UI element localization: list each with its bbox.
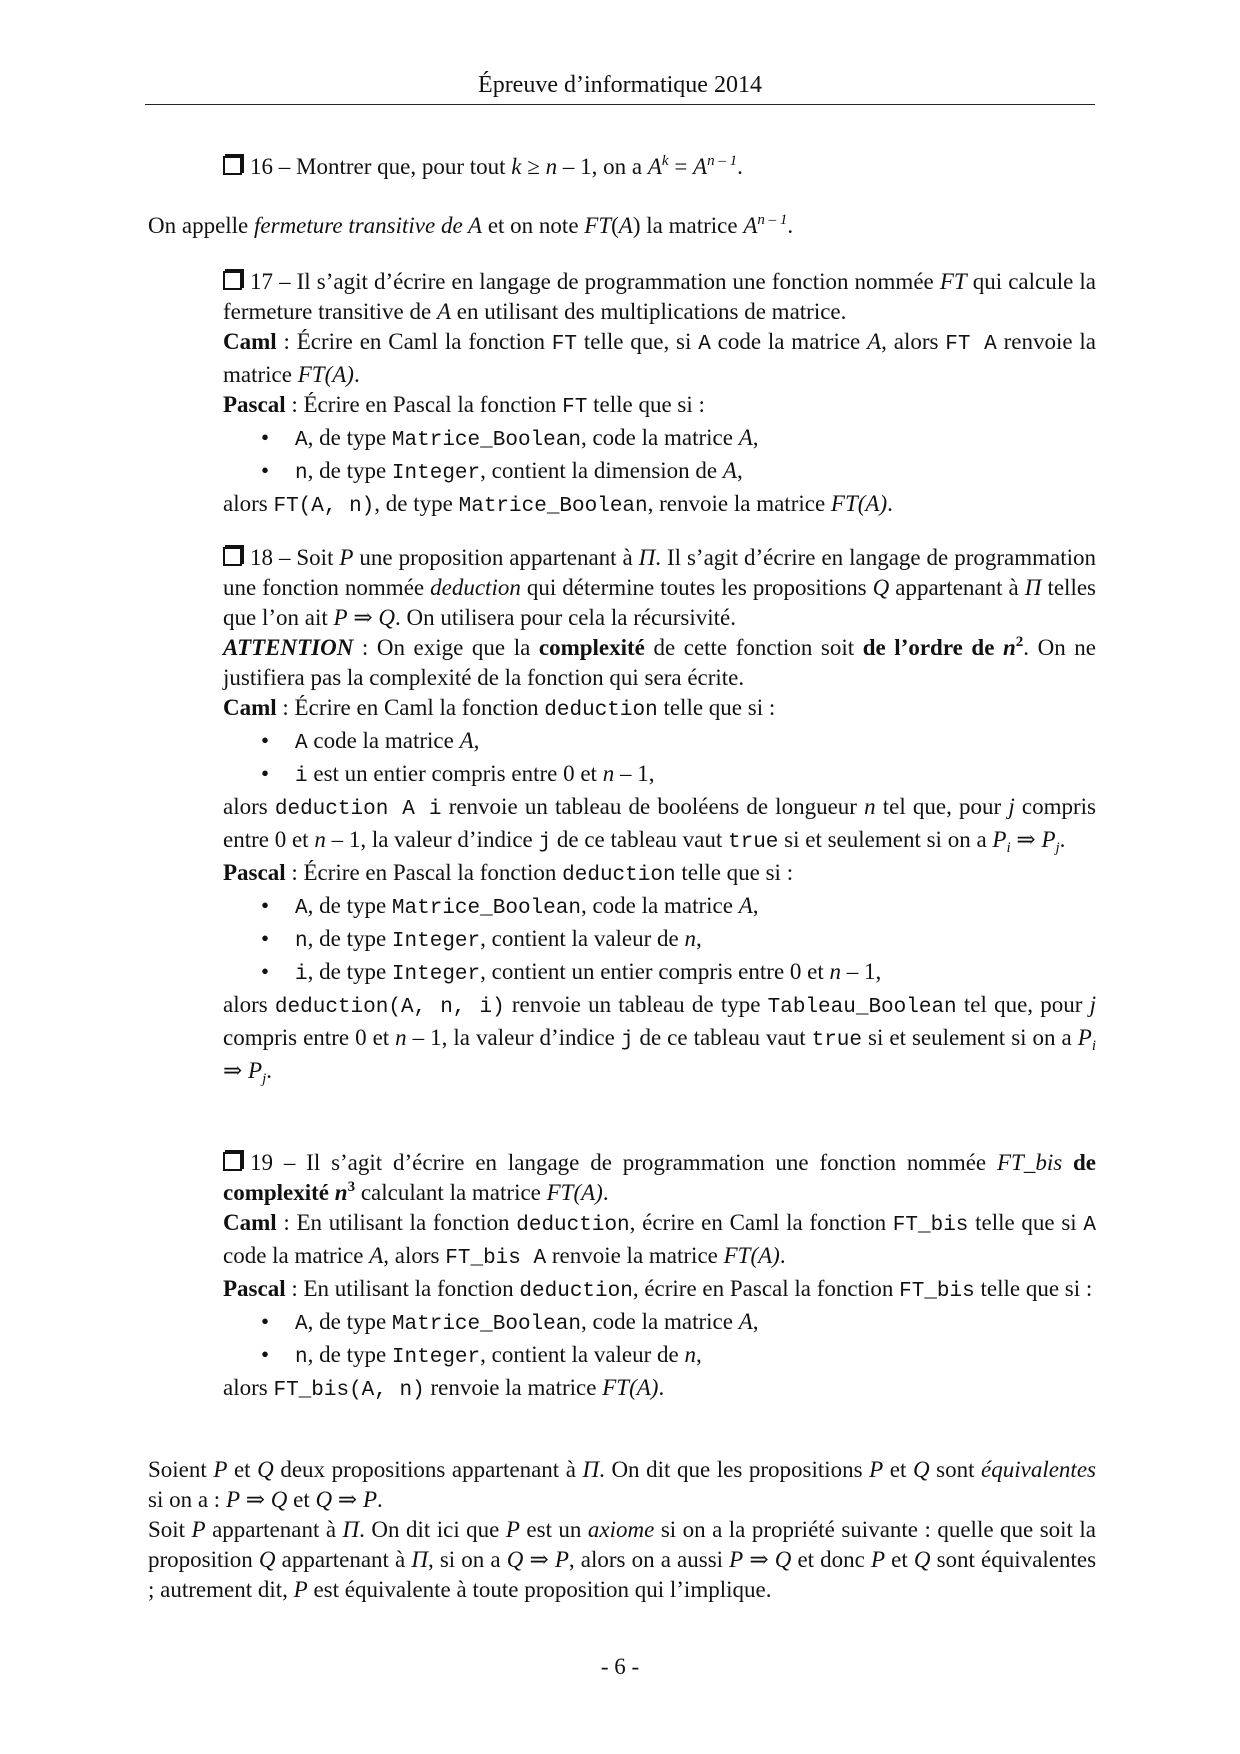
q19-caml: Caml : En utilisant la fonction deduction, écrire en Caml la fonction FT_bis telle que si A code la matrice A, alors FT_bis A renvoie la matrice FT(A).	[223, 1210, 1097, 1270]
bullet-icon: •	[261, 1309, 270, 1334]
question-17	[223, 267, 1096, 522]
q18-attention: ATTENTION : On exige que la complexité de cette fonction soit de l’ordre de $n^2$. On ne justifiera pas la complexité de la fonction qui sera écrite.	[223, 634, 1097, 690]
bullet-icon: •	[261, 761, 270, 786]
checkbox-icon	[223, 1152, 242, 1171]
q19-alors: alors FT_bis(A, n) renvoie la matrice FT(A).	[223, 1375, 665, 1402]
q18-pascal: Pascal : Écrire en Pascal la fonction deduction telle que si :	[223, 860, 794, 887]
q18-pascal-bullet-2: • n, de type Integer, contient la valeur de n,	[261, 926, 702, 953]
q18-caml-bullet-1: • A code la matrice A,	[261, 728, 480, 755]
header-rule	[145, 104, 1095, 105]
bullet-icon: •	[261, 959, 270, 984]
q17-bullet-2: • n, de type Integer, contient la dimension de A,	[261, 458, 743, 485]
q17-pascal: Pascal : Écrire en Pascal la fonction FT telle que si :	[223, 392, 705, 419]
running-header: Épreuve d’informatique 2014	[478, 72, 762, 98]
page-number: - 6 -	[600, 1654, 640, 1679]
q18-pascal-alors: alors deduction(A, n, i) renvoie un tableau de type Tableau_Boolean tel que, pour j compris entre 0 et n – 1, la valeur d’indice j de ce tableau vaut true si et seulement si on a $P_i$ ⇒ $P_j$.	[223, 992, 1096, 1087]
question-18	[223, 543, 1096, 1086]
bullet-icon: •	[261, 458, 270, 483]
bullet-icon: •	[261, 1342, 270, 1367]
question-16: 16 – Montrer que, pour tout k ≥ n – 1, on a $A^k = A^{n - 1}$.	[223, 152, 1096, 182]
definition-equivalentes: Soient P et Q deux propositions appartenant à Π. On dit que les propositions P et Q sont équivalentes si on a : P ⇒ Q et Q ⇒ P.	[148, 1457, 1096, 1512]
q19-pascal: Pascal : En utilisant la fonction deduction, écrire en Pascal la fonction FT_bis telle que si :	[223, 1276, 1093, 1303]
checkbox-icon	[223, 271, 242, 290]
q18-caml: Caml : Écrire en Caml la fonction deduction telle que si :	[223, 695, 776, 722]
q17-intro: 17 – Il s’agit d’écrire en langage de programmation une fonction nommée FT qui calcule la fermeture transitive de A en utilisant des multiplications de matrice.	[223, 269, 1096, 324]
bullet-icon: •	[261, 926, 270, 951]
q17-bullet-1: • A, de type Matrice_Boolean, code la matrice A,	[261, 425, 759, 452]
checkbox-icon	[223, 156, 242, 175]
definition-axiome: Soit P appartenant à Π. On dit ici que P est un axiome si on a la propriété suivante : quelle que soit la proposition Q appartenant à Π, si on a Q ⇒ P, alors on a aussi P ⇒ Q et donc P et Q sont équivalentes ; autrement dit, P est équivalente à toute proposition qui l’implique.	[148, 1517, 1097, 1602]
q18-pascal-bullet-3: • i, de type Integer, contient un entier compris entre 0 et n – 1,	[261, 959, 882, 986]
question-19	[223, 1148, 1096, 1406]
q18-caml-alors: alors deduction A i renvoie un tableau de booléens de longueur n tel que, pour j compris entre 0 et n – 1, la valeur d’indice j de ce tableau vaut true si et seulement si on a $P_i$ ⇒ $P_j$.	[223, 794, 1097, 856]
definition-fermeture-transitive: On appelle fermeture transitive de A et on note FT(A) la matrice $A^{n - 1}$.	[148, 212, 794, 238]
q18-caml-bullet-2: • i est un entier compris entre 0 et n – 1,	[261, 761, 655, 788]
q19-intro: 19 – Il s’agit d’écrire en langage de programmation une fonction nommée FT_bis de complexité $n^3$ calculant la matrice FT(A).	[223, 1150, 1097, 1205]
q19-bullet-2: • n, de type Integer, contient la valeur de n,	[261, 1342, 702, 1369]
bullet-icon: •	[261, 728, 270, 753]
bullet-icon: •	[261, 893, 270, 918]
q18-pascal-bullet-1: • A, de type Matrice_Boolean, code la matrice A,	[261, 893, 759, 920]
q19-bullet-1: • A, de type Matrice_Boolean, code la matrice A,	[261, 1309, 759, 1336]
closing-definitions	[148, 1455, 1096, 1605]
q17-caml: Caml : Écrire en Caml la fonction FT telle que, si A code la matrice A, alors FT A renvoie la matrice FT(A).	[223, 329, 1096, 387]
bullet-icon: •	[261, 425, 270, 450]
checkbox-icon	[223, 547, 242, 566]
q18-intro: 18 – Soit P une proposition appartenant à Π. Il s’agit d’écrire en langage de programmation une fonction nommée deduction qui détermine toutes les propositions Q appartenant à Π telles que l’on ait P ⇒ Q. On utilisera pour cela la récursivité.	[223, 545, 1097, 630]
q17-alors: alors FT(A, n), de type Matrice_Boolean, renvoie la matrice FT(A).	[223, 491, 893, 518]
